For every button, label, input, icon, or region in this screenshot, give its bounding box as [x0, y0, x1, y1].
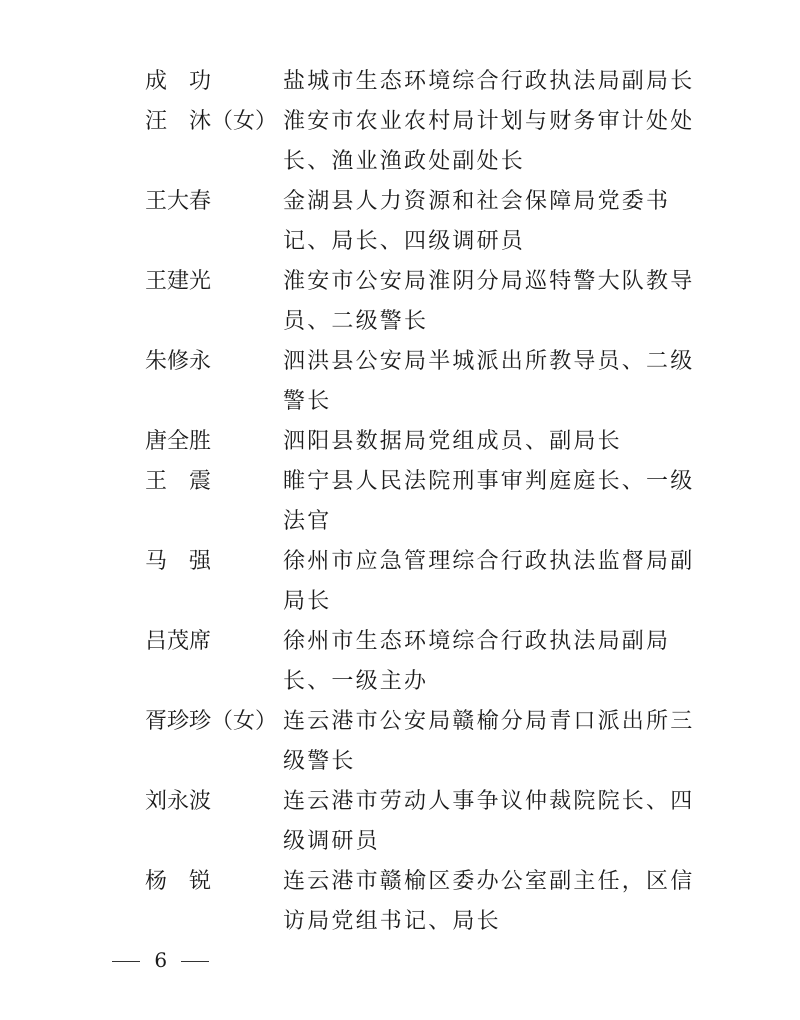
footer-dash-left [112, 961, 140, 962]
footer-dash-right [181, 961, 209, 962]
list-item [145, 102, 705, 182]
person-name: 朱修永 [145, 349, 212, 374]
person-title: 泗阳县数据局党组成员、副局长 [283, 429, 622, 454]
list-item [145, 782, 705, 862]
person-title: 连云港市赣榆区委办公室副主任，区信访局党组书记、局长 [283, 869, 695, 934]
list-item [145, 262, 705, 342]
person-name: 成 功 [145, 69, 212, 94]
page-footer [112, 945, 209, 975]
person-title: 金湖县人力资源和社会保障局党委书记、局长、四级调研员 [283, 189, 671, 254]
person-name: 王大春 [145, 189, 212, 214]
person-name: 刘永波 [145, 789, 212, 814]
personnel-list [145, 62, 705, 942]
person-title: 泗洪县公安局半城派出所教导员、二级警长 [283, 349, 695, 414]
person-title: 淮安市农业农村局计划与财务审计处处长、渔业渔政处副处长 [283, 109, 695, 174]
list-item [145, 62, 705, 102]
list-item [145, 622, 705, 702]
person-name: 杨 锐 [145, 869, 212, 894]
person-name: 唐全胜 [145, 429, 212, 454]
person-title: 徐州市应急管理综合行政执法监督局副局长 [283, 549, 695, 614]
person-name: 马 强 [145, 549, 212, 574]
list-item [145, 182, 705, 262]
list-item [145, 422, 705, 462]
person-title: 盐城市生态环境综合行政执法局副局长 [283, 69, 695, 94]
list-item [145, 862, 705, 942]
list-item [145, 462, 705, 542]
person-title: 连云港市劳动人事争议仲裁院院长、四级调研员 [283, 789, 695, 854]
person-title: 淮安市公安局淮阴分局巡特警大队教导员、二级警长 [283, 269, 695, 334]
person-name: 吕茂席 [145, 629, 212, 654]
person-name: 汪 沐（女） [145, 109, 278, 134]
page-number: 6 [154, 948, 168, 972]
person-name: 王建光 [145, 269, 212, 294]
list-item [145, 542, 705, 622]
person-title: 连云港市公安局赣榆分局青口派出所三级警长 [283, 709, 695, 774]
person-title: 睢宁县人民法院刑事审判庭庭长、一级法官 [283, 469, 695, 534]
person-name: 胥珍珍（女） [145, 709, 278, 734]
person-name: 王 震 [145, 469, 212, 494]
person-title: 徐州市生态环境综合行政执法局副局长、一级主办 [283, 629, 671, 694]
list-item [145, 702, 705, 782]
list-item [145, 342, 705, 422]
